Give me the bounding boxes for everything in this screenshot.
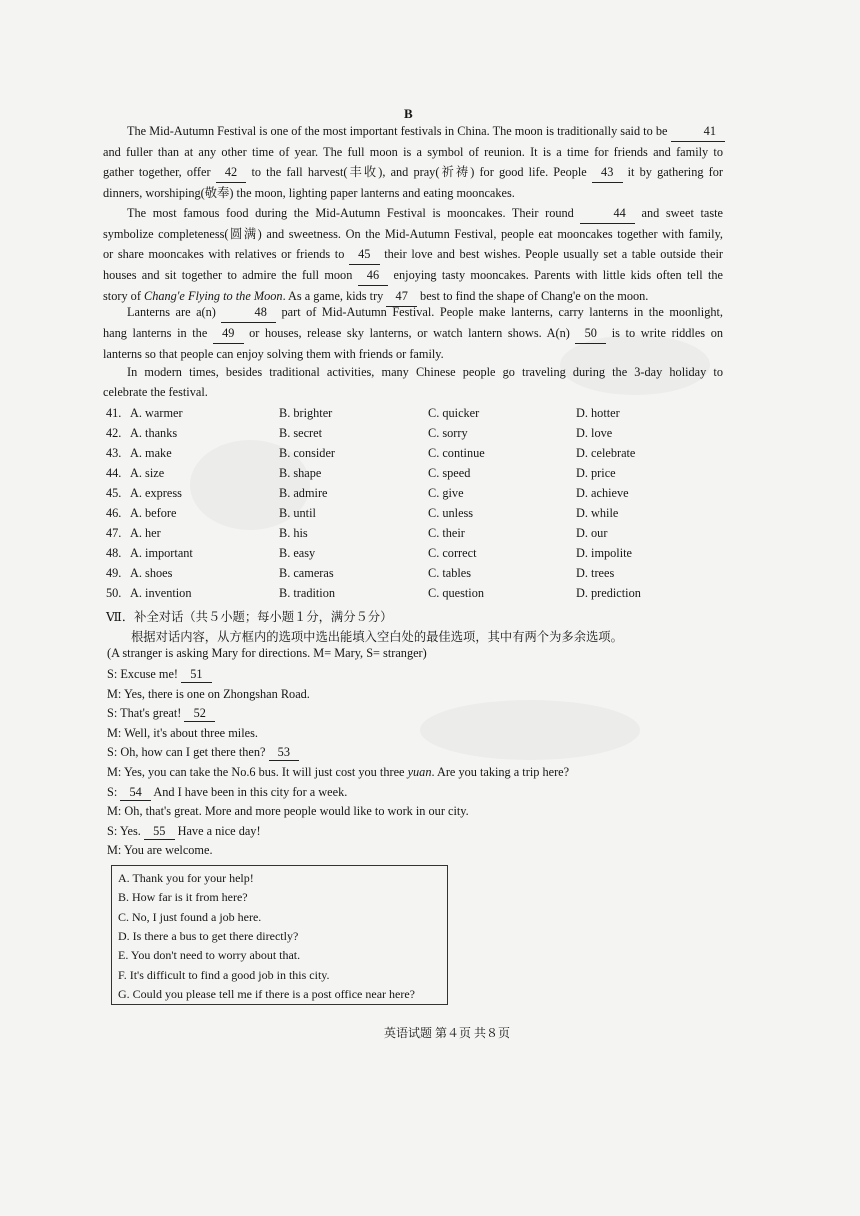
dialogue-line: S: 54 And I have been in this city for a week. [107,784,348,799]
choice-item: C. No, I just found a job here. [118,909,262,924]
passage-line: The most famous food during the Mid-Autumn Festival is mooncakes. Their round 44 and sweet taste [103,203,723,224]
option-a: A. thanks [130,426,178,440]
answer-blank: 48 [221,302,276,323]
option-a: A. make [130,446,172,460]
option-a: A. warmer [130,406,183,420]
option-b: B. consider [279,446,336,460]
answer-blank: 41 [671,121,726,142]
option-b: B. cameras [279,566,334,580]
dialogue-line: S: Yes. 55 Have a nice day! [107,823,261,838]
option-c: C. give [428,486,464,500]
option-b: B. his [279,526,308,540]
option-c: C. tables [428,566,472,580]
option-d: D. while [576,506,619,520]
option-a: A. express [130,486,182,500]
answer-blank: 53 [269,745,300,761]
option-d: D. achieve [576,486,629,500]
question-number: 45. [106,486,122,500]
passage-paragraph [103,203,723,307]
option-row [106,406,706,426]
question-number: 44. [106,466,122,480]
passage-line: In modern times, besides traditional activities, many Chinese people go traveling during the 3-day holiday to [127,365,723,379]
option-b: B. until [279,506,316,520]
option-d: D. prediction [576,586,641,600]
option-c: C. unless [428,506,474,520]
question-number: 42. [106,426,122,440]
option-a: A. size [130,466,165,480]
option-d: D. love [576,426,613,440]
choice-item: G. Could you please tell me if there is a post office near here? [118,986,416,1001]
option-d: D. our [576,526,608,540]
question-number: 41. [106,406,122,420]
passage-line: hang lanterns in the 49 or houses, release sky lanterns, or watch lantern shows. A(n) 50 is to write riddles on [103,323,723,344]
italic-text: yuan [407,765,432,779]
option-d: D. hotter [576,406,620,420]
passage-line: celebrate the festival. [103,385,208,399]
dialogue-line: M: Well, it's about three miles. [107,725,258,740]
answer-blank: 46 [358,265,389,286]
question-number: 46. [106,506,122,520]
section-7-instruction: 根据对话内容，从方框内的选项中选出能填入空白处的最佳选项，其中有两个为多余选项。 [131,630,623,644]
question-number: 48. [106,546,122,560]
option-c: C. speed [428,466,471,480]
option-a: A. invention [130,586,192,600]
choice-item: D. Is there a bus to get there directly? [118,928,299,943]
page-footer: 英语试题 第４页 共８页 [384,1026,511,1040]
option-c: C. quicker [428,406,480,420]
choice-item: B. How far is it from here? [118,890,248,905]
passage-line: story of Chang'e Flying to the Moon. As a game, kids try 47 best to find the shape of Chang'e on the moon. [103,286,723,307]
option-b: B. shape [279,466,322,480]
option-row [106,506,706,526]
option-d: D. impolite [576,546,633,560]
passage-line: houses and sit together to admire the full moon 46 enjoying tasty mooncakes. Parents with little kids often tell the [103,265,723,286]
option-b: B. brighter [279,406,333,420]
option-row [106,566,706,586]
option-c: C. continue [428,446,485,460]
option-c: C. sorry [428,426,468,440]
answer-blank: 50 [575,323,606,344]
passage-line: lanterns so that people can enjoy solving them with friends or family. [103,347,444,361]
option-b: B. secret [279,426,323,440]
option-c: C. correct [428,546,477,560]
option-row [106,526,706,546]
option-d: D. celebrate [576,446,636,460]
choice-box [111,865,448,1005]
option-b: B. tradition [279,586,336,600]
choice-item: A. Thank you for your help! [118,871,254,885]
option-a: A. before [130,506,177,520]
option-row [106,546,706,566]
dialogue-line: M: Oh, that's great. More and more people would like to work in our city. [107,804,469,819]
option-a: A. shoes [130,566,173,580]
passage-line: gather together, offer 42 to the fall harvest(丰收), and pray(祈祷) for good life. People 43 it by gathering for [103,162,723,183]
option-c: C. their [428,526,465,540]
passage-line: and fuller than at any other time of year. The full moon is a symbol of reunion. It is a time for friends and family to [103,145,723,159]
option-d: D. price [576,466,616,480]
answer-blank: 49 [213,323,244,344]
dialogue-line: S: That's great! 52 [107,706,215,722]
answer-blank: 47 [386,286,417,307]
choice-item: E. You don't need to worry about that. [118,948,301,963]
option-c: C. question [428,586,485,600]
dialogue-line: M: Yes, you can take the No.6 bus. It will just cost you three yuan. Are you taking a trip here? [107,765,570,779]
option-row [106,446,706,466]
passage-paragraph [103,302,723,364]
option-row [106,586,706,606]
answer-blank: 45 [349,244,380,265]
section-7-title: Ⅶ．补全对话（共５小题；每小题１分，满分５分） [106,610,393,624]
answer-blank: 44 [580,203,635,224]
option-row [106,486,706,506]
option-d: D. trees [576,566,615,580]
dialogue-line: S: Excuse me! 51 [107,667,212,683]
choice-item: F. It's difficult to find a good job in this city. [118,967,330,982]
dialogue-line: S: Oh, how can I get there then? 53 [107,745,299,761]
passage-paragraph [103,121,723,203]
passage-line: symbolize completeness(圆满) and sweetness. On the Mid-Autumn Festival, people eat mooncakes together with family, [103,227,723,241]
passage-line: Lanterns are a(n) 48 part of Mid-Autumn Festival. People make lanterns, carry lanterns in the moonlight, [103,302,723,323]
passage-line: The Mid-Autumn Festival is one of the most important festivals in China. The moon is traditionally said to be 41 [103,121,723,142]
option-a: A. important [130,546,193,560]
answer-blank: 54 [120,785,151,801]
answer-blank: 55 [144,824,175,840]
question-number: 50. [106,586,122,600]
option-b: B. easy [279,546,316,560]
option-row [106,466,706,486]
answer-blank: 42 [216,162,247,183]
passage-paragraph [103,362,723,402]
option-a: A. her [130,526,161,540]
dialogue-line: M: Yes, there is one on Zhongshan Road. [107,686,310,701]
question-number: 49. [106,566,122,580]
passage-line: dinners, worshiping(敬奉) the moon, lighting paper lanterns and eating mooncakes. [103,186,515,200]
section-label: B [404,106,413,121]
answer-blank: 43 [592,162,623,183]
passage-line: or share mooncakes with relatives or friends to 45 their love and best wishes. People usually set a table outside their [103,244,723,265]
option-b: B. admire [279,486,328,500]
dialogue-context: (A stranger is asking Mary for directions. M= Mary, S= stranger) [107,646,427,660]
scan-smudge [420,700,640,760]
option-row [106,426,706,446]
dialogue-line: M: You are welcome. [107,843,213,858]
answer-blank: 51 [181,667,212,683]
question-number: 47. [106,526,122,540]
answer-blank: 52 [184,706,215,722]
question-number: 43. [106,446,122,460]
italic-text: Chang'e Flying to the Moon [144,289,283,303]
